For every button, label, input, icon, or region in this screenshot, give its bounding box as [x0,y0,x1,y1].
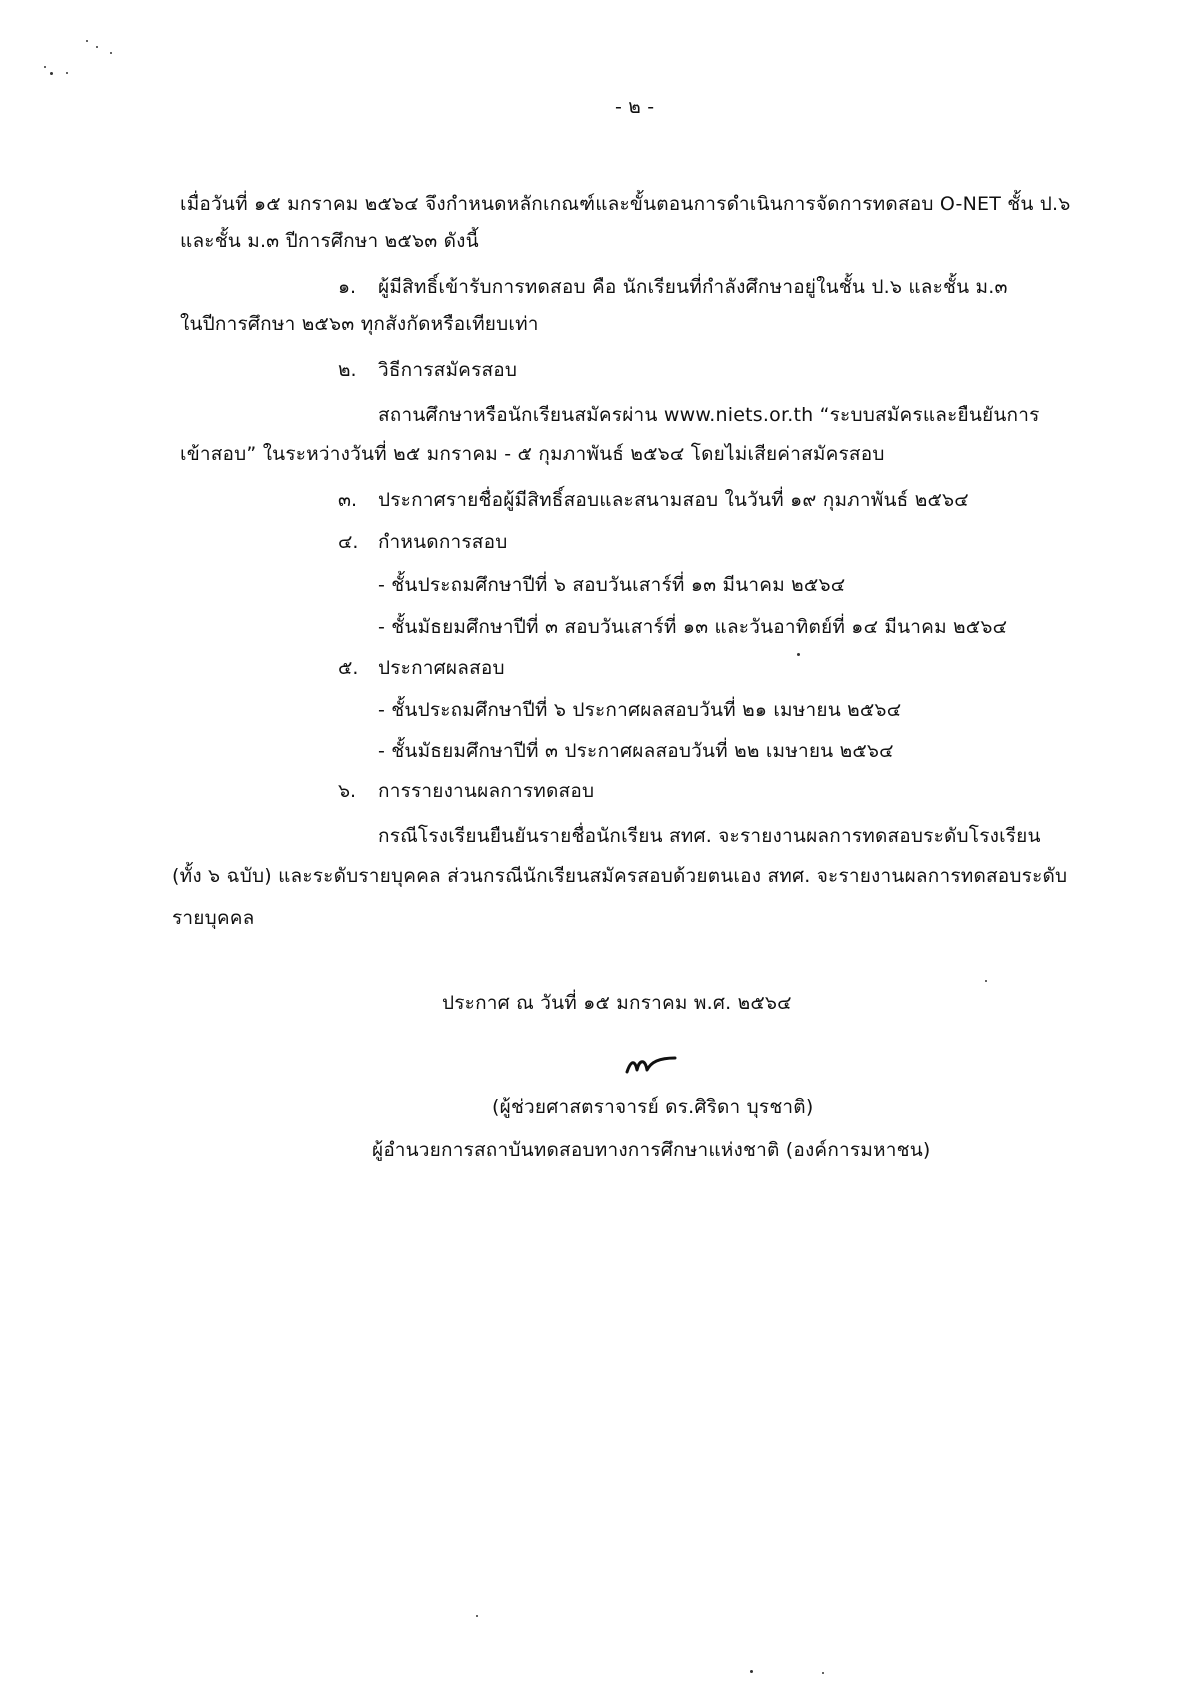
item-5-title: ประกาศผลสอบ [378,657,505,679]
item-6-detail-line-3: รายบุคคล [172,907,255,929]
intro-line-2: และชั้น ม.๓ ปีการศึกษา ๒๕๖๓ ดังนี้ [180,230,479,252]
announcement-date: ประกาศ ณ วันที่ ๑๕ มกราคม พ.ศ. ๒๕๖๔ [442,992,792,1014]
item-2-detail-line-1: สถานศึกษาหรือนักเรียนสมัครผ่าน www.niets.or.th “ระบบสมัครและยืนยันการ [378,404,1040,426]
item-2-number: ๒. [338,359,357,381]
item-1-number: ๑. [338,276,357,298]
item-3-text: ประกาศรายชื่อผู้มีสิทธิ์สอบและสนามสอบ ในวันที่ ๑๙ กุมภาพันธ์ ๒๕๖๔ [378,489,969,511]
item-6-detail-line-2: (ทั้ง ๖ ฉบับ) และระดับรายบุคคล ส่วนกรณีนักเรียนสมัครสอบด้วยตนเอง สทศ. จะรายงานผลการทดสอบระดับ [172,865,1068,887]
signer-position: ผู้อำนวยการสถาบันทดสอบทางการศึกษาแห่งชาติ (องค์การมหาชน) [372,1139,931,1161]
item-4-sub-1: - ชั้นประถมศึกษาปีที่ ๖ สอบวันเสาร์ที่ ๑๓ มีนาคม ๒๕๖๔ [378,574,846,596]
item-3-number: ๓. [338,489,358,511]
item-2-title: วิธีการสมัครสอบ [378,359,518,381]
item-5-sub-1: - ชั้นประถมศึกษาปีที่ ๖ ประกาศผลสอบวันที่ ๒๑ เมษายน ๒๕๖๔ [378,699,902,721]
signature-image [625,1052,677,1078]
item-4-title: กำหนดการสอบ [378,531,508,553]
intro-line-1: เมื่อวันที่ ๑๕ มกราคม ๒๕๖๔ จึงกำหนดหลักเกณฑ์และขั้นตอนการดำเนินการจัดการทดสอบ O-NET ชั้น ป.๖ [180,193,1071,215]
item-6-detail-line-1: กรณีโรงเรียนยืนยันรายชื่อนักเรียน สทศ. จะรายงานผลการทดสอบระดับโรงเรียน [378,825,1041,847]
scan-speck [96,46,98,48]
scan-speck [797,653,800,656]
item-1-text-line-1: ผู้มีสิทธิ์เข้ารับการทดสอบ คือ นักเรียนที่กำลังศึกษาอยู่ในชั้น ป.๖ และชั้น ม.๓ [378,276,1008,298]
item-4-sub-2: - ชั้นมัธยมศึกษาปีที่ ๓ สอบวันเสาร์ที่ ๑๓ และวันอาทิตย์ที่ ๑๔ มีนาคม ๒๕๖๔ [378,616,1008,638]
scan-speck [750,1670,753,1673]
scan-speck [822,1672,824,1674]
scan-speck [110,52,112,54]
scan-speck [86,40,88,42]
scan-speck [66,72,68,74]
scan-speck [44,66,46,68]
item-5-number: ๕. [338,657,359,679]
scan-speck [985,980,987,982]
item-6-title: การรายงานผลการทดสอบ [378,780,595,802]
item-2-detail-line-2: เข้าสอบ” ในระหว่างวันที่ ๒๕ มกราคม - ๕ กุมภาพันธ์ ๒๕๖๔ โดยไม่เสียค่าสมัครสอบ [180,443,885,465]
scan-speck [50,72,53,75]
item-1-text-line-2: ในปีการศึกษา ๒๕๖๓ ทุกสังกัดหรือเทียบเท่า [180,313,539,335]
item-6-number: ๖. [338,780,357,802]
page-number: - ๒ - [615,96,655,118]
signer-name: (ผู้ช่วยศาสตราจารย์ ดร.ศิริดา บุรชาติ) [492,1096,814,1118]
item-4-number: ๔. [338,531,359,553]
scan-speck [476,1615,478,1617]
item-5-sub-2: - ชั้นมัธยมศึกษาปีที่ ๓ ประกาศผลสอบวันที่ ๒๒ เมษายน ๒๕๖๔ [378,740,894,762]
